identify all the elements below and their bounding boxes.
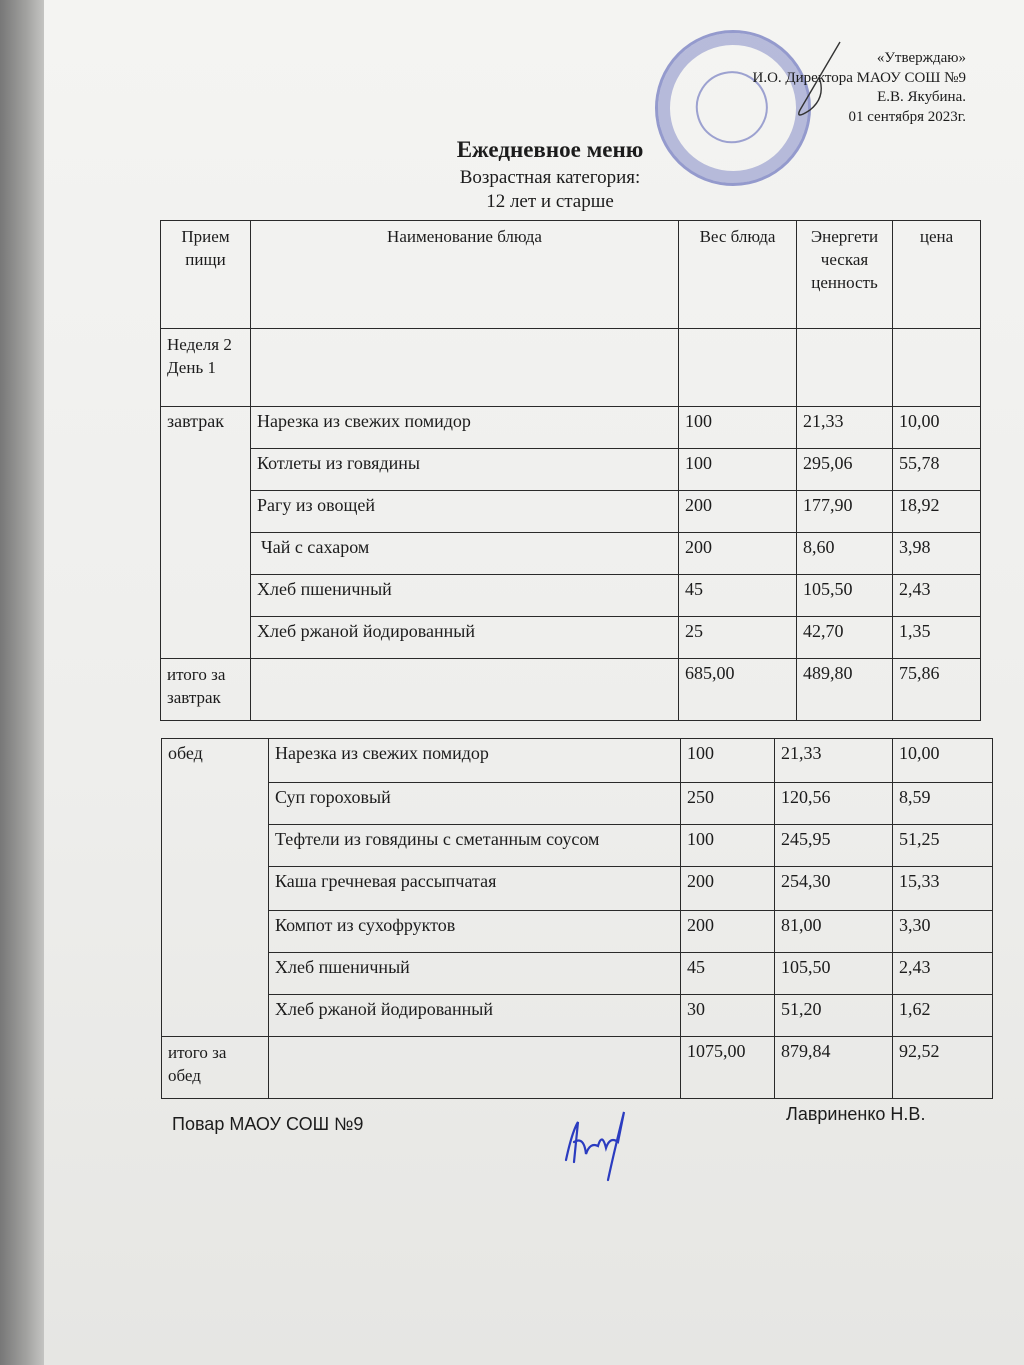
approval-line-3: Е.В. Якубина. bbox=[877, 89, 966, 105]
dish-name: Котлеты из говядины bbox=[251, 449, 679, 491]
dish-name: Чай с сахаром bbox=[251, 533, 679, 575]
table-row bbox=[161, 617, 981, 659]
breakfast-total-weight: 685,00 bbox=[679, 659, 797, 721]
dish-energy: 81,00 bbox=[775, 911, 893, 953]
dish-price: 18,92 bbox=[893, 491, 981, 533]
dish-weight: 100 bbox=[679, 407, 797, 449]
dish-price: 8,59 bbox=[893, 783, 993, 825]
background-strip bbox=[0, 0, 44, 1365]
dish-price: 51,25 bbox=[893, 825, 993, 867]
dish-energy: 120,56 bbox=[775, 783, 893, 825]
dish-name: Хлеб ржаной йодированный bbox=[251, 617, 679, 659]
table-row bbox=[161, 449, 981, 491]
dish-price: 1,35 bbox=[893, 617, 981, 659]
dish-energy: 105,50 bbox=[775, 953, 893, 995]
table-row bbox=[161, 533, 981, 575]
lunch-table bbox=[161, 738, 993, 1099]
dish-energy: 51,20 bbox=[775, 995, 893, 1037]
dish-name: Компот из сухофруктов bbox=[269, 911, 681, 953]
lunch-total-weight: 1075,00 bbox=[681, 1037, 775, 1099]
table-row bbox=[162, 995, 993, 1037]
dish-weight: 30 bbox=[681, 995, 775, 1037]
lunch-total-price: 92,52 bbox=[893, 1037, 993, 1099]
breakfast-total-price: 75,86 bbox=[893, 659, 981, 721]
table-row bbox=[162, 867, 993, 911]
dish-price: 55,78 bbox=[893, 449, 981, 491]
page-title: Ежедневное меню bbox=[456, 137, 644, 162]
dish-name: Суп гороховый bbox=[269, 783, 681, 825]
dish-name: Рагу из овощей bbox=[251, 491, 679, 533]
table-row bbox=[162, 739, 993, 783]
dish-price: 2,43 bbox=[893, 575, 981, 617]
dish-name: Каша гречневая рассыпчатая bbox=[269, 867, 681, 911]
dish-price: 2,43 bbox=[893, 953, 993, 995]
dish-energy: 42,70 bbox=[797, 617, 893, 659]
age-category-label: Возрастная категория: bbox=[459, 167, 641, 188]
header-price: цена bbox=[893, 221, 981, 329]
dish-energy: 8,60 bbox=[797, 533, 893, 575]
dish-price: 1,62 bbox=[893, 995, 993, 1037]
dish-energy: 21,33 bbox=[775, 739, 893, 783]
lunch-total-row bbox=[162, 1037, 993, 1099]
header-dish: Наименование блюда bbox=[251, 221, 679, 329]
dish-weight: 25 bbox=[679, 617, 797, 659]
cook-name: Лавриненко Н.В. bbox=[786, 1104, 926, 1124]
dish-name: Нарезка из свежих помидор bbox=[251, 407, 679, 449]
dish-name: Хлеб пшеничный bbox=[269, 953, 681, 995]
table-row bbox=[162, 911, 993, 953]
week-day-label: Неделя 2 День 1 bbox=[161, 329, 251, 407]
table-row bbox=[161, 491, 981, 533]
dish-price: 3,30 bbox=[893, 911, 993, 953]
dish-weight: 200 bbox=[681, 867, 775, 911]
dish-weight: 45 bbox=[681, 953, 775, 995]
dish-energy: 295,06 bbox=[797, 449, 893, 491]
table-row bbox=[161, 407, 981, 449]
dish-energy: 21,33 bbox=[797, 407, 893, 449]
dish-name: Хлеб ржаной йодированный bbox=[269, 995, 681, 1037]
breakfast-table bbox=[160, 220, 981, 721]
dish-price: 3,98 bbox=[893, 533, 981, 575]
dish-weight: 200 bbox=[679, 533, 797, 575]
header-weight: Вес блюда bbox=[679, 221, 797, 329]
dish-price: 10,00 bbox=[893, 739, 993, 783]
approval-line-2: И.О. Директора МАОУ СОШ №9 bbox=[752, 69, 966, 86]
header-meal: Прием пищи bbox=[161, 221, 251, 329]
dish-energy: 245,95 bbox=[775, 825, 893, 867]
cook-title: Повар МАОУ СОШ №9 bbox=[172, 1114, 364, 1134]
dish-name: Нарезка из свежих помидор bbox=[269, 739, 681, 783]
lunch-total-energy: 879,84 bbox=[775, 1037, 893, 1099]
lunch-label: обед bbox=[162, 739, 269, 1037]
dish-weight: 200 bbox=[679, 491, 797, 533]
table-row bbox=[162, 783, 993, 825]
dish-weight: 100 bbox=[681, 825, 775, 867]
dish-weight: 200 bbox=[681, 911, 775, 953]
approval-line-4: 01 сентября 2023г. bbox=[848, 108, 966, 125]
week-row bbox=[161, 329, 981, 407]
header-row bbox=[161, 221, 981, 329]
cook-signature bbox=[552, 1102, 642, 1182]
breakfast-total-label: итого за завтрак bbox=[161, 659, 251, 721]
breakfast-total-energy: 489,80 bbox=[797, 659, 893, 721]
dish-weight: 45 bbox=[679, 575, 797, 617]
header-energy: Энергети ческая ценность bbox=[797, 221, 893, 329]
dish-price: 10,00 bbox=[893, 407, 981, 449]
dish-weight: 250 bbox=[681, 783, 775, 825]
dish-name: Хлеб пшеничный bbox=[251, 575, 679, 617]
table-row bbox=[162, 825, 993, 867]
breakfast-label: завтрак bbox=[161, 407, 251, 659]
table-row bbox=[161, 575, 981, 617]
breakfast-total-row bbox=[161, 659, 981, 721]
dish-energy: 254,30 bbox=[775, 867, 893, 911]
dish-price: 15,33 bbox=[893, 867, 993, 911]
dish-weight: 100 bbox=[681, 739, 775, 783]
dish-name: Тефтели из говядины с сметанным соусом bbox=[269, 825, 681, 867]
dish-energy: 177,90 bbox=[797, 491, 893, 533]
table-row bbox=[162, 953, 993, 995]
age-category-value: 12 лет и старше bbox=[486, 191, 614, 212]
title-block bbox=[380, 134, 720, 214]
approval-line-1: «Утверждаю» bbox=[876, 50, 966, 66]
dish-energy: 105,50 bbox=[797, 575, 893, 617]
dish-weight: 100 bbox=[679, 449, 797, 491]
director-signature bbox=[770, 40, 850, 130]
lunch-total-label: итого за обед bbox=[162, 1037, 269, 1099]
